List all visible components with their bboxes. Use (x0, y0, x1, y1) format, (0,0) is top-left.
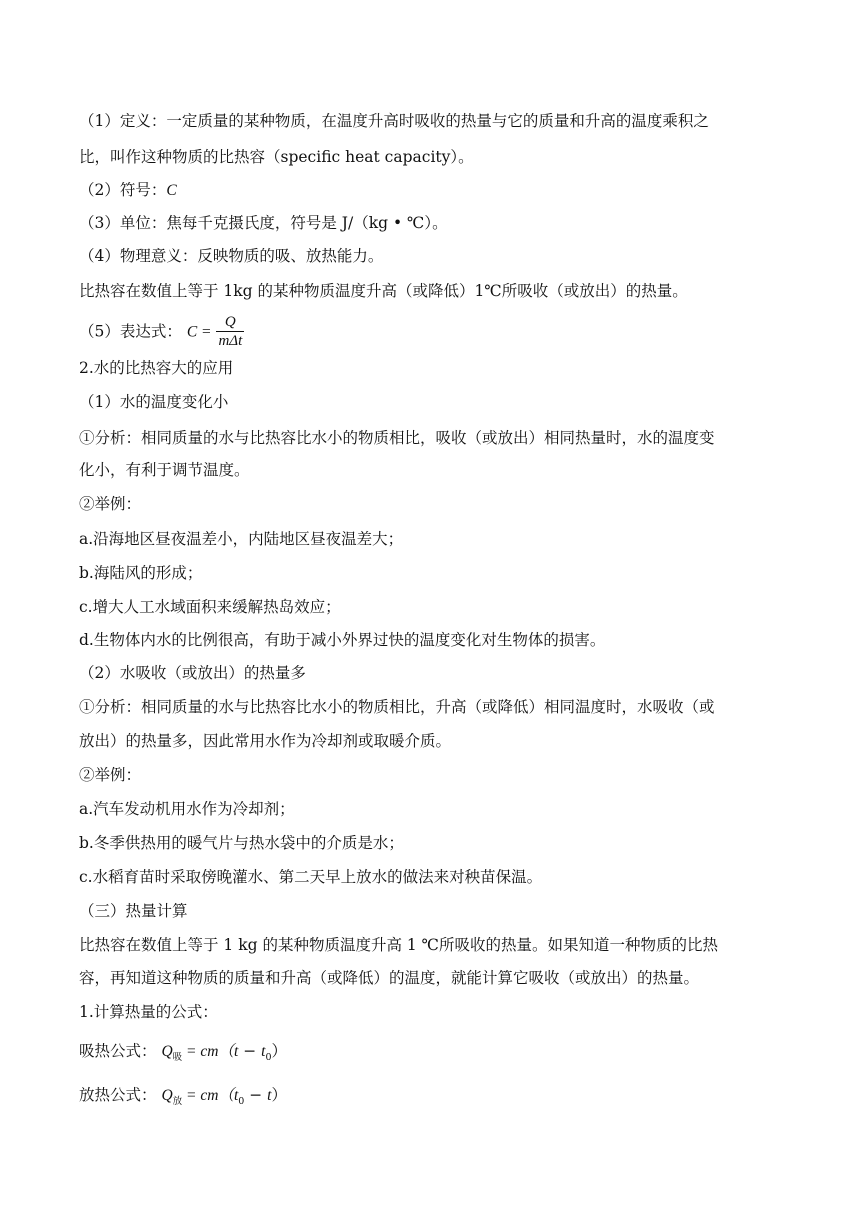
example-1-c: c.增大人工水域面积来缓解热岛效应； (79, 598, 341, 616)
release-formula-line (79, 1085, 287, 1108)
absorb-rhs: = cm（ (182, 1043, 234, 1060)
absorb-t0: t (261, 1043, 266, 1060)
symbol-value: C (166, 182, 177, 199)
definition-line-2: 比，叫作这种物质的比热容（specific heat capacity）。 (79, 148, 474, 166)
analysis-1-line-1: ①分析：相同质量的水与比热容比水小的物质相比，吸收（或放出）相同热量时，水的温度变 (79, 429, 715, 447)
example-2-c: c.水稻育苗时采取傍晚灌水、第二天早上放水的做法来对秧苗保温。 (79, 868, 543, 886)
example-1-b: b.海陆风的形成； (79, 564, 203, 582)
meaning-line: （4）物理意义：反映物质的吸、放热能力。 (79, 247, 384, 265)
formula-c-denominator: mΔt (218, 333, 243, 349)
subheading-temp-change: （1）水的温度变化小 (79, 393, 229, 411)
absorb-t: t (233, 1043, 239, 1060)
subheading-heat-amount: （2）水吸收（或放出）的热量多 (79, 664, 306, 682)
calc-intro-line-1: 比热容在数值上等于 1 kg 的某种物质温度升高 1 ℃所吸收的热量。如果知道一种物质的比热 (79, 936, 719, 954)
absorb-close: ） (271, 1042, 287, 1060)
release-formula-label: 放热公式： (79, 1086, 157, 1104)
release-t0: t (233, 1087, 239, 1104)
numeric-meaning-line: 比热容在数值上等于 1kg 的某种物质温度升高（或降低）1℃所吸收（或放出）的热量。 (79, 282, 688, 300)
example-1-a: a.沿海地区昼夜温差小，内陆地区昼夜温差大； (79, 530, 404, 548)
symbol-line (79, 180, 177, 201)
section-heading-calc: （三）热量计算 (79, 902, 188, 920)
release-rhs: = cm（ (182, 1087, 234, 1104)
absorb-formula-line (79, 1041, 287, 1064)
absorb-t0-sub: 0 (265, 1052, 272, 1063)
example-2-a: a.汽车发动机用水作为冷却剂； (79, 800, 295, 818)
example-1-d: d.生物体内水的比例很高，有助于减小外界过快的温度变化对生物体的损害。 (79, 631, 606, 649)
absorb-q-sub: 吸 (172, 1052, 183, 1063)
unit-line: （3）单位：焦每千克摄氏度，符号是 J/（kg • ℃）。 (79, 214, 448, 232)
calc-intro-line-2: 容，再知道这种物质的质量和升高（或降低）的温度，就能计算它吸收（或放出）的热量。 (79, 969, 700, 987)
example-2-heading: ②举例： (79, 766, 142, 784)
expression-line (79, 314, 244, 351)
release-q-sub: 放 (172, 1096, 183, 1107)
formula-c-numerator: Q (224, 314, 236, 330)
example-1-heading: ②举例： (79, 495, 142, 513)
release-minus: − (244, 1086, 268, 1104)
expression-label: （5）表达式： (79, 322, 182, 341)
analysis-2-line-1: ①分析：相同质量的水与比热容比水小的物质相比，升高（或降低）相同温度时，水吸收（或 (79, 698, 715, 716)
formula-c-fraction (216, 313, 244, 350)
absorb-minus: − (238, 1042, 262, 1060)
section-heading-water: 2.水的比热容大的应用 (79, 359, 234, 377)
formula-c-lhs: C = (186, 323, 212, 341)
release-q: Q (161, 1087, 173, 1104)
absorb-q: Q (161, 1043, 173, 1060)
release-t0-sub: 0 (238, 1096, 245, 1107)
definition-line-1: （1）定义：一定质量的某种物质，在温度升高时吸收的热量与它的质量和升高的温度乘积之 (79, 112, 709, 130)
example-2-b: b.冬季供热用的暖气片与热水袋中的介质是水； (79, 834, 404, 852)
release-close: ） (271, 1086, 287, 1104)
analysis-2-line-2: 放出）的热量多，因此常用水作为冷却剂或取暖介质。 (79, 732, 452, 750)
symbol-label: （2）符号： (79, 181, 167, 199)
absorb-formula-label: 吸热公式： (79, 1042, 157, 1060)
formula-heading: 1.计算热量的公式： (79, 1003, 218, 1021)
release-t: t (267, 1087, 272, 1104)
analysis-1-line-2: 化小，有利于调节温度。 (79, 461, 250, 479)
